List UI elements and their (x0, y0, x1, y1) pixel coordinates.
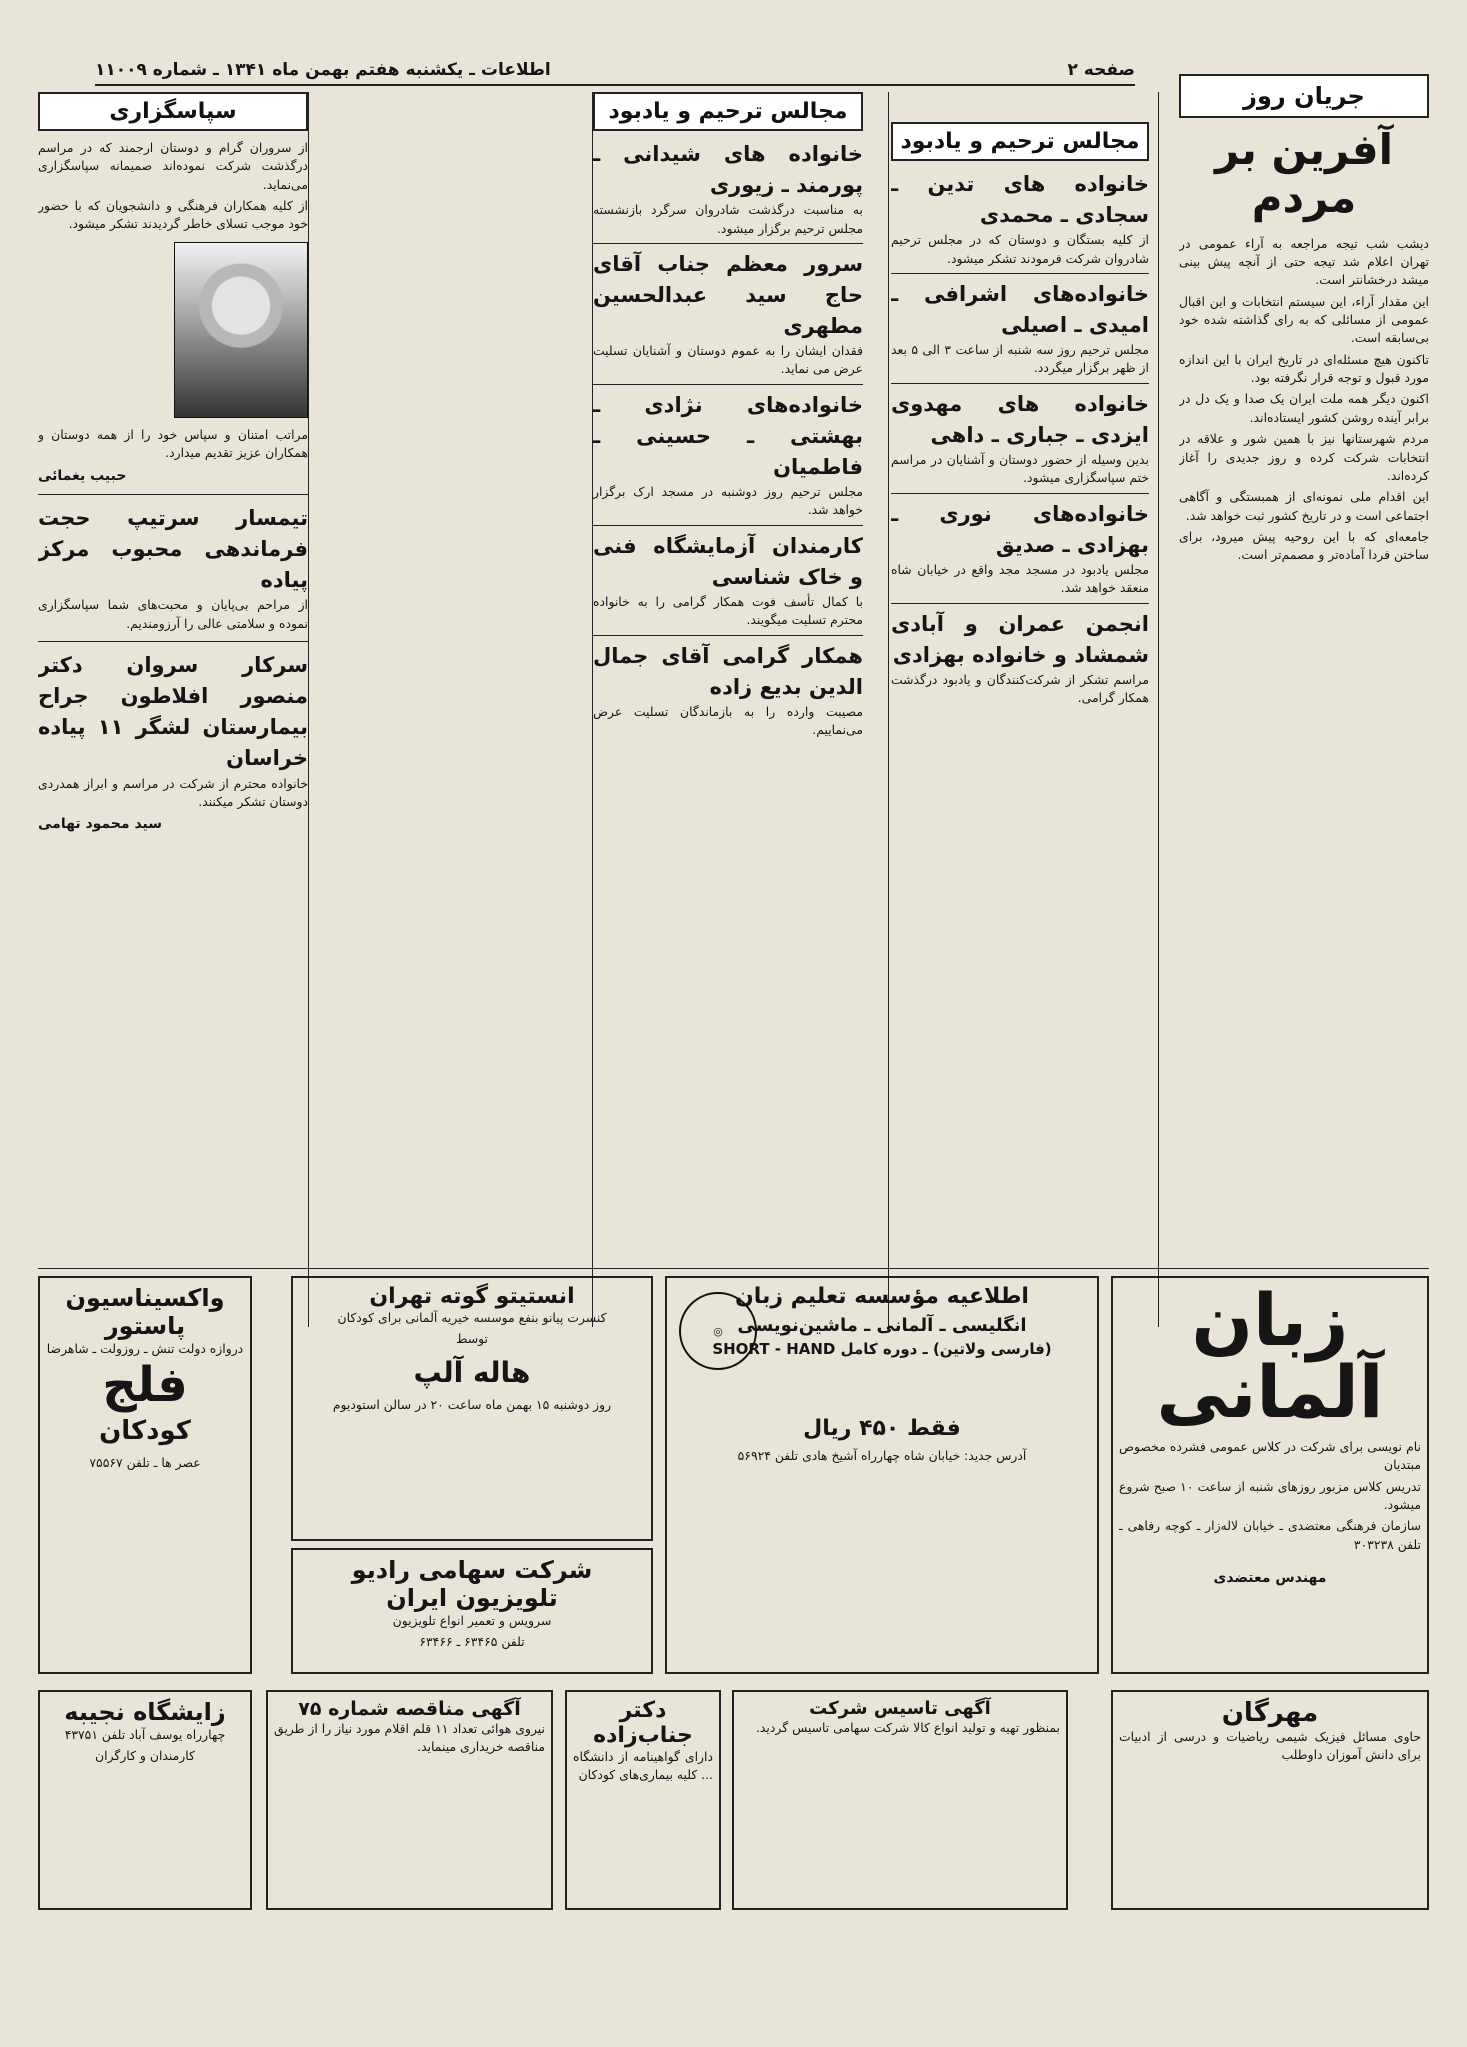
notice-title: خانواده های مهدوی ایزدی ـ جباری ـ داهی (891, 391, 1149, 447)
notice-text: مجلس ترحیم روز دوشنبه در مسجد ارک برگزار خواهد شد. (593, 484, 863, 518)
notice-title: سرور معظم جناب آقای حاج سید عبدالحسین مطهری (593, 251, 863, 339)
notice-text: مجلس ترحیم روز سه شنبه از ساعت ۳ الی ۵ بعد از ظهر برگزار میگردد. (891, 342, 1149, 376)
ad-language-school (665, 1276, 1099, 1674)
divider (891, 273, 1149, 274)
divider (593, 243, 863, 244)
ad-body (299, 1612, 645, 1652)
column-right (1179, 74, 1429, 1264)
notice-title: خانواده‌های اشرافی ـ امیدی ـ اصیلی (891, 281, 1149, 337)
column-middle-left (593, 92, 863, 1260)
ad-body (46, 1726, 244, 1766)
section-header: سپاسگزاری (38, 92, 308, 131)
ad-body (299, 1309, 645, 1415)
ad-price: فقط ۴۵۰ ریال (803, 1416, 961, 1441)
ad-text: تلفن ۶۳۴۶۵ ـ ۶۳۴۶۶ (419, 1634, 525, 1650)
ad-title: اطلاعیه مؤسسه تعلیم زبان (735, 1284, 1029, 1309)
column-divider (1158, 92, 1159, 1327)
notice-title: خانواده‌های نوری ـ بهزادی ـ صدیق (891, 501, 1149, 557)
ad-text: سرویس و تعمیر انواع تلویزیون (392, 1613, 552, 1628)
paragraph: این مقدار آراء، این سیستم انتخابات و این اقبال عمومی از مسائلی که به رای گذاشته شده خود بی‌سابقه است. (1179, 293, 1429, 346)
ad-maternity (38, 1690, 252, 1910)
paragraph: از کلیه همکاران فرهنگی و دانشجویان که با حضور خود موجب تسلای خاطر گردیدند تشکر میشود. (38, 198, 308, 232)
signature: حبیب یغمائی (38, 467, 127, 484)
ad-address: آدرس جدید: خیابان شاه چهارراه آشیخ هادی تلفن ۵۶۹۲۴ (737, 1448, 1027, 1463)
paragraph: دیشب شب تیجه مراجعه به آراء عمومی در تهران اعلام شد تیجه حتی از آنچه پیش بینی میشد درخشانتر است. (1179, 235, 1429, 288)
notice-text: به مناسبت درگذشت شادروان سرگرد بازنشسته مجلس ترحیم برگزار میشود. (593, 202, 863, 236)
section-title: آفرین بر مردم (1214, 125, 1394, 223)
divider (593, 525, 863, 526)
article-body (38, 139, 308, 835)
ad-title: شرکت سهامی رادیو تلویزیون ایران (351, 1556, 593, 1612)
ad-text: دارای گواهینامه از دانشگاه ... کلیه بیماری‌های کودکان (573, 1749, 713, 1783)
section-header: مجالس ترحیم و یادبود (891, 122, 1149, 161)
ad-title: زبان آلمانی (1156, 1278, 1384, 1434)
divider (891, 603, 1149, 604)
paragraph: از مراحم بی‌پایان و محبت‌های شما سپاسگزاری نموده و سلامتی عالی را آرزومندیم. (38, 597, 308, 631)
signature: سید محمود تهامی (38, 816, 163, 833)
ad-doctor (565, 1690, 721, 1910)
ad-goethe (291, 1276, 653, 1541)
column-divider (308, 92, 309, 1327)
ad-title: واکسیناسیون پاستور (65, 1284, 225, 1340)
column-divider (888, 92, 889, 1327)
notice-title: خانواده‌های نژادی ـ بهشتی ـ حسینی ـ فاطمیان (593, 392, 863, 479)
notice-title: خانواده های تدین ـ سجادی ـ محمدی (891, 172, 1149, 228)
masthead (95, 56, 1135, 86)
notices (593, 139, 863, 740)
paragraph: مردم شهرستانها نیز با همین شور و علاقه در انتخابات شرکت کرده و روز جدیدی را آغاز کرده‌اند. (1179, 431, 1429, 483)
ad-footer: مهندس معتضدی (1213, 1570, 1327, 1587)
notice-title: سرکار سروان دکتر منصور افلاطون جراح بیمارستان لشگر ۱۱ پیاده خراسان (38, 653, 308, 771)
ad-company (732, 1690, 1068, 1910)
paragraph: جامعه‌ای که با این روحیه پیش میرود، برای ساختن فردا آماده‌تر و مصمم‌تر است. (1179, 528, 1429, 563)
ad-text: نیروی هوائی تعداد ۱۱ قلم اقلام مورد نیاز را از طریق مناقصه خریداری مینماید. (274, 1721, 545, 1755)
notice-title: کارمندان آزمایشگاه فنی و خاک شناسی (593, 533, 863, 589)
ad-title: انستیتو گوته تهران (369, 1284, 575, 1309)
ad-text: سازمان فرهنگی معتضدی ـ خیابان لاله‌زار ـ کوچه رفاهی ـ تلفن ۳۰۳۲۳۸ (1119, 1518, 1421, 1552)
paragraph: مراتب امتنان و سپاس خود را از همه دوستان و همکاران عزیز تقدیم میدارد. (38, 426, 308, 461)
paragraph: تاکنون هیچ مسئله‌ای در تاریخ ایران با این اندازه مورد قبول و توجه قرار نگرفته بود. (1179, 351, 1429, 386)
ad-text: فلج (102, 1357, 188, 1414)
ad-text: بمنظور تهیه و تولید انواع کالا شرکت سهامی تاسیس گردید. (755, 1720, 1060, 1735)
paragraph: از سروران گرام و دوستان ارجمند که در مراسم درگذشت شرکت نموده‌اند صمیمانه سپاسگزاری می‌نماید. (38, 140, 308, 192)
notice-text: مجلس یادبود در مسجد مجد واقع در خیابان شاه منعقد خواهد شد. (891, 561, 1149, 596)
column-left (38, 92, 308, 1260)
notice-text: فقدان ایشان را به عموم دوستان و آشنایان تسلیت عرض می نماید. (593, 343, 863, 377)
notice-text: بدین وسیله از حضور دوستان و آشنایان در مراسم ختم سپاسگزاری میشود. (891, 451, 1149, 486)
ad-text: نام نویسی برای شرکت در کلاس عمومی فشرده مخصوص مبتدیان (1119, 1439, 1421, 1473)
ad-title: دکتر جناب‌زاده (593, 1698, 693, 1748)
notices (891, 169, 1149, 707)
ad-text: تدریس کلاس مزبور روزهای شنبه از ساعت ۱۰ صبح شروع میشود. (1119, 1478, 1421, 1513)
ad-title: مهرگان (1221, 1698, 1319, 1728)
ad-tender (266, 1690, 553, 1910)
divider (593, 635, 863, 636)
notice-text: مصیبت وارده را به بازماندگان تسلیت عرض می‌نماییم. (593, 703, 863, 738)
issue-line: اطلاعات ـ یکشنبه هفتم بهمن ماه ۱۳۴۱ ـ شماره ۱۱۰۰۹ (95, 60, 551, 80)
ad-body (46, 1340, 244, 1472)
page-label: صفحه ۲ (1067, 60, 1135, 80)
paragraph: خانواده محترم از شرکت در مراسم و ابراز همدردی دوستان تشکر میکنند. (38, 775, 308, 809)
ad-text: چهارراه یوسف آباد تلفن ۴۳۷۵۱ (64, 1727, 226, 1742)
section-header: مجالس ترحیم و یادبود (593, 92, 863, 131)
paragraph: این اقدام ملی نمونه‌ای از همبستگی و آگاهی اجتماعی است و در تاریخ کشور ثبت خواهد شد. (1179, 489, 1429, 523)
ad-text: کودکان (99, 1416, 191, 1447)
ad-text: روز دوشنبه ۱۵ بهمن ماه ساعت ۲۰ در سالن استودیوم (332, 1397, 612, 1413)
ad-title: آگهی تاسیس شرکت (809, 1698, 991, 1719)
section-divider (38, 1268, 1429, 1269)
notice-text: مراسم تشکر از شرکت‌کنندگان و یادبود درگذشت همکار گرامی. (891, 671, 1149, 706)
ad-text: دروازه دولت تنش ـ روزولت ـ شاهرضا (46, 1341, 244, 1356)
ad-subtitle: (فارسی ولاتین) ـ دوره کامل SHORT - HAND (712, 1340, 1052, 1358)
notice-title: خانواده های شیدانی ـ پورمند ـ زیوری (593, 142, 863, 198)
divider (891, 383, 1149, 384)
school-seal: ◎ (679, 1292, 757, 1370)
ad-text: حاوی مسائل فیزیک شیمی ریاضیات و درسی از ادبیات برای دانش آموزان داوطلب (1119, 1729, 1421, 1763)
notice-text: با کمال تأسف فوت همکار گرامی را به خانواده محترم تسلیت میگویند. (593, 593, 863, 628)
ad-subtitle: انگلیسی ـ آلمانی ـ ماشین‌نویسی (737, 1315, 1027, 1336)
paragraph: اکنون دیگر همه ملت ایران یک صدا و یک دل در برابر آینده روشن کشور ایستاده‌اند. (1179, 391, 1429, 425)
divider (593, 384, 863, 385)
ad-text: توسط (456, 1331, 488, 1347)
ad-german-language (1111, 1276, 1429, 1674)
article-body (1179, 235, 1429, 565)
notice-title: همکار گرامی آقای جمال الدین بدیع زاده (593, 643, 863, 699)
ad-pasteur (38, 1276, 252, 1674)
ad-title: آگهی مناقصه شماره ۷۵ (298, 1698, 521, 1720)
ad-text: کارمندان و کارگران (95, 1748, 195, 1764)
notice-text: از کلیه بستگان و دوستان که در مجلس ترحیم شادروان شرکت فرمودند تشکر میشود. (891, 232, 1149, 266)
notice-title: انجمن عمران و آبادی شمشاد و خانواده بهزادی (891, 611, 1149, 667)
divider (38, 494, 308, 495)
divider (891, 493, 1149, 494)
ad-title: زایشگاه نجیبه (64, 1698, 226, 1726)
ad-text: عصر ها ـ تلفن ۷۵۵۶۷ (89, 1454, 201, 1470)
ad-text: کنسرت پیانو بنفع موسسه خیریه آلمانی برای کودکان (337, 1310, 607, 1325)
ad-text: هاله آلپ (413, 1355, 531, 1389)
divider (38, 641, 308, 642)
column-middle-right (891, 122, 1149, 1260)
section-header: جریان روز (1179, 74, 1429, 118)
portrait-photo (174, 242, 308, 418)
ad-mehregan (1111, 1690, 1429, 1910)
ad-radio-tv (291, 1548, 653, 1674)
ad-body (1119, 1438, 1421, 1554)
notice-title: تیمسار سرتیپ حجت فرماندهی محبوب مرکز پیاده (38, 506, 308, 593)
